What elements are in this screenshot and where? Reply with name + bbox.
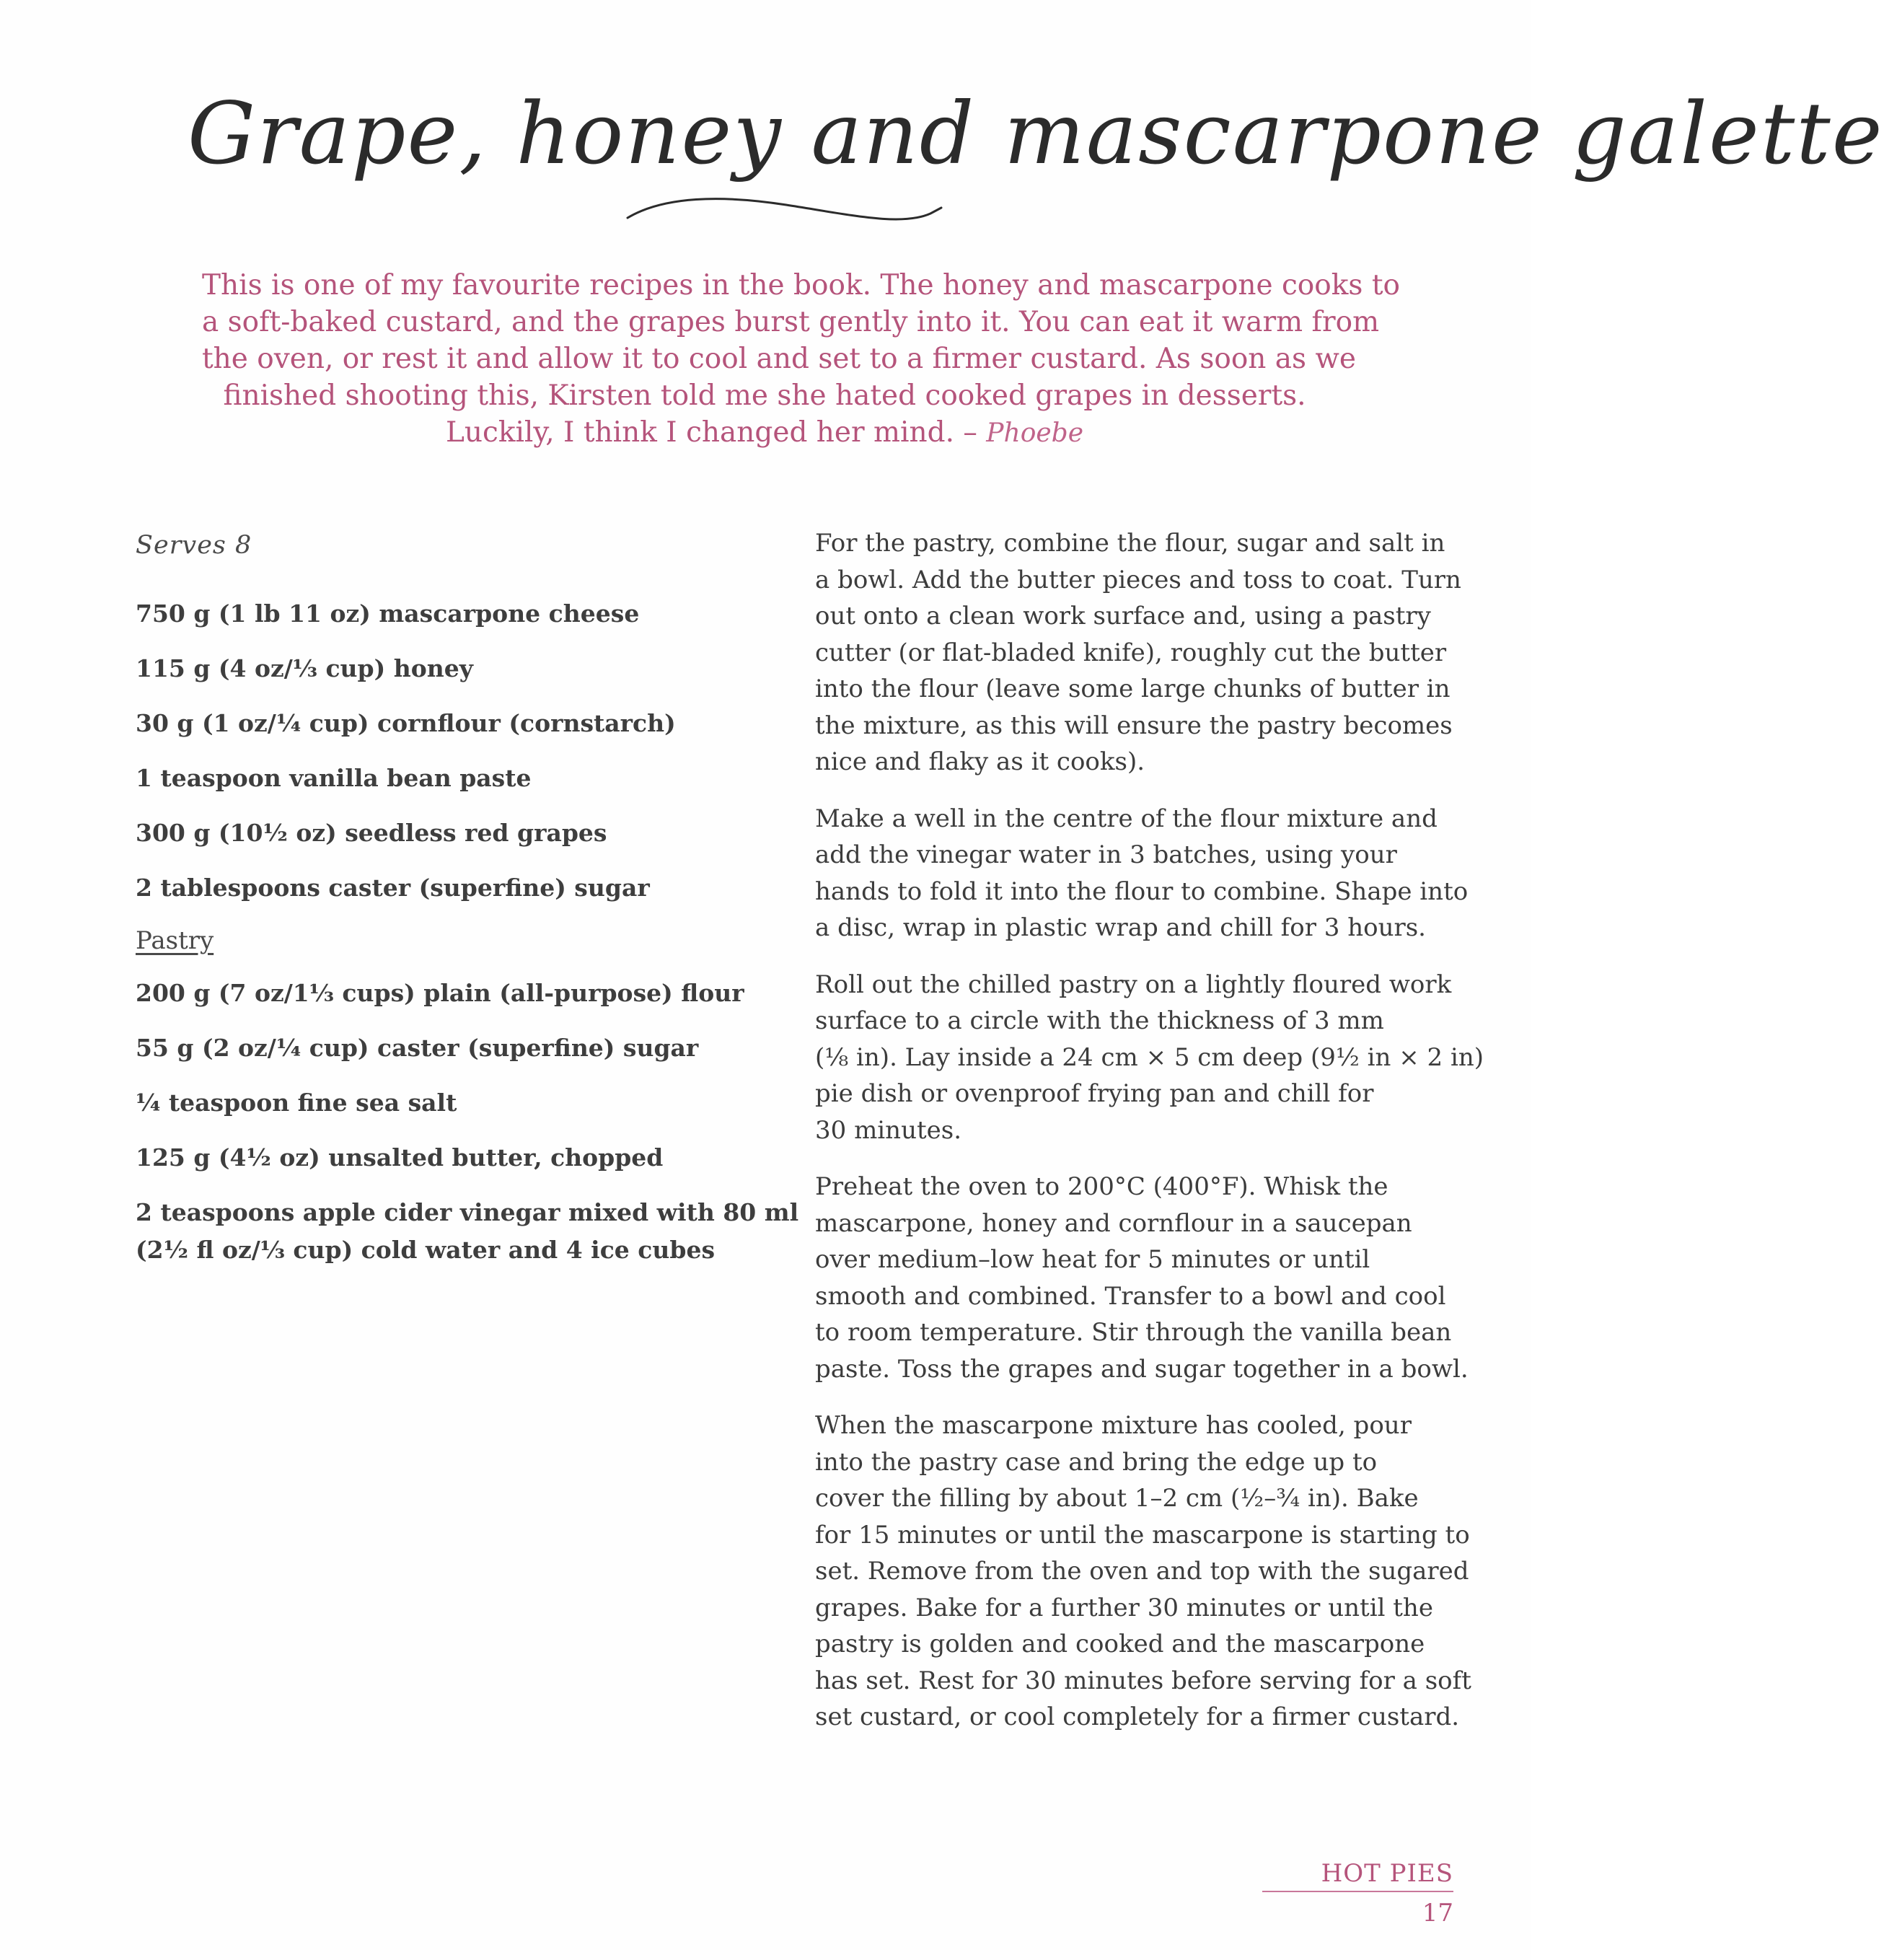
method-step-1 — [815, 525, 1464, 781]
method-line: mascarpone, honey and cornflour in a saucepan — [815, 1208, 1412, 1238]
method-line: cutter (or flat-bladed knife), roughly cut the butter — [815, 638, 1447, 667]
method-line: hands to fold it into the flour to combine. Shape into — [815, 876, 1469, 906]
ingredient-item: 300 g (10½ oz) seedless red grapes — [136, 819, 607, 847]
method-line: pastry is golden and cooked and the mascarpone — [815, 1630, 1425, 1658]
method-step-4 — [815, 1169, 1469, 1387]
pastry-ingredient-item: ¼ teaspoon fine sea salt — [136, 1089, 457, 1117]
method-line: has set. Rest for 30 minutes before serving for a soft — [815, 1666, 1471, 1695]
method-step-3 — [815, 967, 1484, 1149]
method-step-5 — [815, 1407, 1471, 1736]
intro-line: the oven, or rest it and allow it to cool and set to a firmer custard. As soon as we — [202, 343, 1356, 375]
ingredient-item: 115 g (4 oz/⅓ cup) honey — [136, 654, 473, 682]
method-line: Preheat the oven to 200°C (400°F). Whisk the — [815, 1172, 1388, 1201]
method-line: cover the filling by about 1–2 cm (½–¾ in). Bake — [815, 1484, 1419, 1513]
method-line: paste. Toss the grapes and sugar together in a bowl. — [815, 1354, 1469, 1384]
pastry-ingredient-list — [136, 975, 799, 1269]
pastry-ingredient-item — [136, 1194, 799, 1269]
page-number: 17 — [1422, 1899, 1453, 1928]
section-footer-label: HOT PIES — [1262, 1858, 1453, 1892]
pastry-ingredient-item: 55 g (2 oz/¼ cup) caster (superfine) sugar — [136, 1034, 699, 1062]
method-line: into the flour (leave some large chunks of butter in — [815, 674, 1451, 703]
intro-line: This is one of my favourite recipes in the book. The honey and mascarpone cooks to — [202, 269, 1400, 302]
method-line: smooth and combined. Transfer to a bowl and cool — [815, 1281, 1446, 1311]
ingredient-list — [136, 595, 785, 907]
method-line: out onto a clean work surface and, using a pastry — [815, 602, 1431, 630]
author-signature: Phoebe — [986, 418, 1084, 448]
intro-line: finished shooting this, Kirsten told me she hated cooked grapes in desserts. — [223, 379, 1306, 412]
method-line: over medium–low heat for 5 minutes or until — [815, 1245, 1370, 1274]
ingredient-item: 1 teaspoon vanilla bean paste — [136, 764, 532, 792]
method-line: the mixture, as this will ensure the pastry becomes — [815, 711, 1453, 740]
method-line: surface to a circle with the thickness of 3 mm — [815, 1006, 1384, 1035]
serves-count: Serves 8 — [136, 531, 252, 560]
intro-line-last — [202, 414, 1327, 452]
method-column — [815, 525, 1484, 1756]
method-line: Make a well in the centre of the flour mixture and — [815, 804, 1438, 833]
recipe-intro — [202, 267, 1400, 452]
method-line: For the pastry, combine the flour, sugar and salt in — [815, 529, 1445, 558]
pastry-ingredient-item: 125 g (4½ oz) unsalted butter, chopped — [136, 1143, 664, 1172]
method-line: set custard, or cool completely for a firmer custard. — [815, 1702, 1460, 1731]
method-line: for 15 minutes or until the mascarpone is starting to — [815, 1520, 1470, 1550]
method-line: grapes. Bake for a further 30 minutes or until the — [815, 1593, 1433, 1622]
method-line: (⅛ in). Lay inside a 24 cm × 5 cm deep (9½ in × 2 in) — [815, 1042, 1484, 1072]
method-line: nice and flaky as it cooks). — [815, 747, 1145, 776]
ingredients-column — [136, 529, 799, 1286]
method-line: to room temperature. Stir through the vanilla bean — [815, 1318, 1452, 1347]
intro-line: a soft-baked custard, and the grapes burst gently into it. You can eat it warm from — [202, 306, 1380, 338]
method-line: a disc, wrap in plastic wrap and chill for 3 hours. — [815, 913, 1426, 942]
pastry-ingredient-item: 200 g (7 oz/1⅓ cups) plain (all-purpose) flour — [136, 979, 744, 1007]
method-line: a bowl. Add the butter pieces and toss to coat. Turn — [815, 565, 1461, 594]
method-line: set. Remove from the oven and top with the sugared — [815, 1557, 1469, 1586]
method-step-2 — [815, 801, 1469, 946]
ingredient-item: 750 g (1 lb 11 oz) mascarpone cheese — [136, 599, 640, 628]
method-line: Roll out the chilled pastry on a lightly floured work — [815, 970, 1452, 999]
method-line: When the mascarpone mixture has cooled, pour — [815, 1411, 1412, 1440]
ingredient-item: 30 g (1 oz/¼ cup) cornflour (cornstarch) — [136, 709, 676, 737]
recipe-title: Grape, honey and mascarpone galette — [188, 84, 1884, 183]
ingredient-line: 2 teaspoons apple cider vinegar mixed with 80 ml — [136, 1198, 799, 1226]
pastry-heading: Pastry — [136, 926, 214, 955]
ingredient-item: 2 tablespoons caster (superfine) sugar — [136, 874, 650, 902]
ingredient-line: (2½ fl oz/⅓ cup) cold water and 4 ice cubes — [136, 1236, 716, 1264]
method-line: 30 minutes. — [815, 1115, 962, 1145]
method-line: add the vinegar water in 3 batches, using your — [815, 840, 1397, 869]
intro-text: Luckily, I think I changed her mind. – — [445, 416, 987, 449]
title-flourish-decoration — [620, 189, 952, 232]
method-line: pie dish or ovenproof frying pan and chill for — [815, 1079, 1374, 1108]
method-line: into the pastry case and bring the edge up to — [815, 1447, 1378, 1477]
